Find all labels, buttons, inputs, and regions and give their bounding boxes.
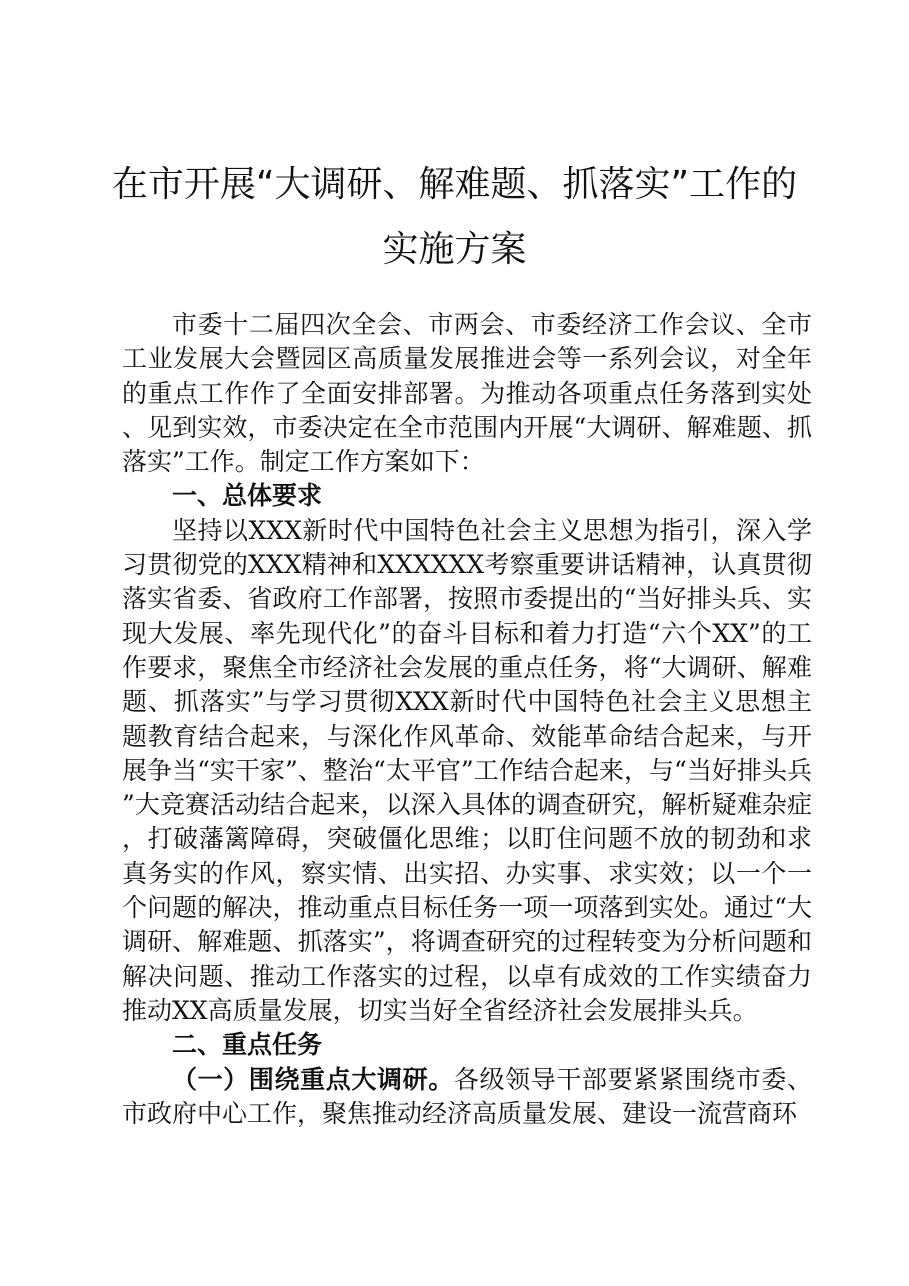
general-requirements-paragraph: 坚持以XXX新时代中国特色社会主义思想为指引，深入学习贯彻党的XXX精神和XXXXXX考察重要讲话精神，认真贯彻落实省委、省政府工作部署，按照市委提出的“当好排头兵、实现大发展、率先现代化”的奋斗目标和着力打造“六个XX”的工作要求，聚焦全市经济社会发展的重点任务，将“大调研、解难题、抓落实”与学习贯彻XXX新时代中国特色社会主义思想主题教育结合起来，与深化作风革命、效能革命结合起来，与开展争当“实干家”、整治“太平官”工作结合起来，与“当好排头兵”大竞赛活动结合起来，以深入具体的调查研究，解析疑难杂症，打破藩篱障碍，突破僵化思维；以盯住问题不放的韧劲和求真务实的作风，察实情、出实招、办实事、求实效；以一个一个问题的解决，推动重点目标任务一项一项落到实处。通过“大调研、解难题、抓落实”，将调查研究的过程转变为分析问题和解决问题、推动工作落实的过程，以卓有成效的工作实绩奋力推动XX高质量发展，切实当好全省经济社会发展排头兵。	[122, 515, 812, 1025]
key-task-item-1-body: 各级领导干部要紧紧围绕市委、市政府中心工作，聚焦推动经济高质量发展、建设一流营商环	[122, 1064, 812, 1128]
document-title-line-2: 实施方案	[382, 229, 527, 270]
section-heading-general-requirements: 一、总体要求	[172, 481, 323, 511]
document-body	[122, 308, 812, 1131]
key-task-item-1	[122, 1063, 812, 1132]
key-task-item-1-heading: （一）围绕重点大调研。	[172, 1064, 454, 1094]
section-heading-key-tasks: 二、重点任务	[172, 1030, 323, 1060]
document-title-line-1: 在市开展“大调研、解难题、抓落实”工作的	[111, 164, 798, 205]
intro-paragraph: 市委十二届四次全会、市两会、市委经济工作会议、全市工业发展大会暨园区高质量发展推进会等一系列会议，对全年的重点工作作了全面安排部署。为推动各项重点任务落到实处、见到实效，市委决定在全市范围内开展“大调研、解难题、抓落实”工作。制定工作方案如下：	[122, 310, 812, 477]
